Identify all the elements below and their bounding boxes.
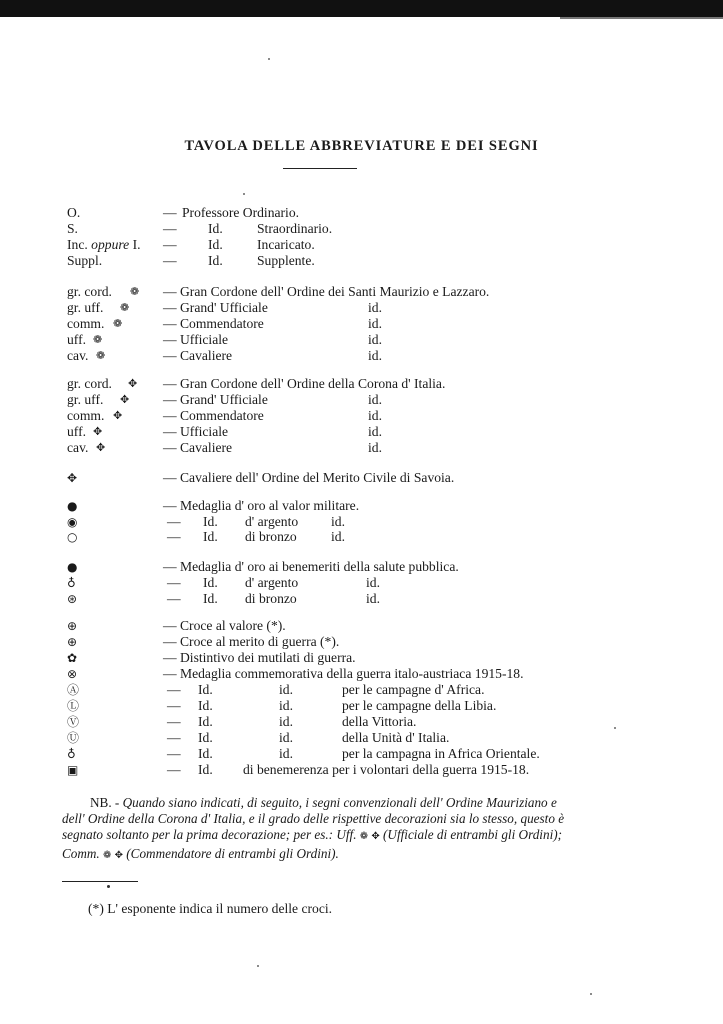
abbr-label: cav. — [67, 348, 89, 363]
abbr-label: gr. cord. — [67, 376, 112, 391]
abbr-label: cav. — [67, 440, 89, 455]
abbr-meaning: — Medaglia commemorativa della guerra italo-austriaca 1915-18. — [163, 666, 524, 681]
guerra-row — [0, 762, 723, 778]
corona-cross-icon: ✥ — [93, 425, 103, 438]
valor-militare-row — [0, 514, 723, 530]
ditto: id. — [368, 332, 382, 347]
mauriziano-row — [0, 348, 723, 364]
guerra-row — [0, 730, 723, 746]
abbr-meaning: — Commendatore — [163, 316, 264, 331]
mauriziano-cross-icon: ❁ — [130, 285, 140, 298]
abbr-meaning: di bronzo — [245, 529, 297, 544]
ditto: Id. — [198, 714, 213, 729]
croce-valore-icon: ⊕ — [67, 619, 78, 633]
corona-row — [0, 440, 723, 456]
dash: — — [167, 730, 181, 745]
mauriziano-cross-icon: ❁ — [120, 301, 130, 314]
africa-medal-icon: Ⓐ — [67, 683, 80, 697]
guerra-row — [0, 666, 723, 682]
mauriziano-row — [0, 316, 723, 332]
combined-orders-icon: ❁ ✥ — [359, 831, 380, 843]
mauriziano-row — [0, 284, 723, 300]
dash: — — [163, 221, 177, 236]
abbr-label: comm. — [67, 316, 105, 331]
unita-medal-icon: Ⓤ — [67, 731, 80, 745]
abbr-label: gr. cord. — [67, 284, 112, 299]
ditto: id. — [368, 348, 382, 363]
abbr-meaning: della Vittoria. — [342, 714, 417, 729]
abbr-meaning: Incaricato. — [257, 237, 315, 252]
scan-speck — [257, 965, 259, 967]
ditto: Id. — [203, 591, 218, 606]
scan-streak — [560, 17, 723, 19]
scan-speck — [243, 193, 245, 195]
guerra-row — [0, 714, 723, 730]
valor-militare-row — [0, 498, 723, 514]
corona-row — [0, 376, 723, 392]
mauriziano-row — [0, 332, 723, 348]
ditto: id. — [368, 408, 382, 423]
ditto: Id. — [203, 575, 218, 590]
abbr-meaning: — Medaglia d' oro ai benemeriti della salute pubblica. — [163, 559, 459, 574]
dash: — — [167, 762, 181, 777]
nb-lead: NB. - — [90, 795, 120, 810]
ditto: Id. — [198, 762, 213, 777]
guerra-row — [0, 618, 723, 634]
abbr-label: gr. uff. — [67, 392, 104, 407]
abbr-meaning: Straordinario. — [257, 221, 333, 236]
ditto: id. — [368, 392, 382, 407]
corona-cross-icon: ✥ — [128, 377, 138, 390]
ditto: id. — [279, 746, 293, 761]
scan-speck — [590, 993, 592, 995]
salute-pubblica-row — [0, 559, 723, 575]
abbr-meaning: — Croce al valore (*). — [163, 618, 286, 633]
abbr-meaning: Supplente. — [257, 253, 315, 268]
silver-medal-icon: ♁ — [67, 576, 76, 590]
valor-militare-row — [0, 529, 723, 545]
scan-speck — [107, 885, 110, 888]
ditto: Id. — [203, 529, 218, 544]
ditto: id. — [368, 440, 382, 455]
abbr-meaning: — Cavaliere dell' Ordine del Merito Civile di Savoia. — [163, 470, 455, 485]
bronze-medal-icon: ○ — [67, 530, 78, 544]
guerra-row — [0, 682, 723, 698]
abbr-meaning: di bronzo — [245, 591, 297, 606]
abbr-label: S. — [67, 221, 78, 236]
abbr-meaning: per la campagna in Africa Orientale. — [342, 746, 540, 761]
guerra-row — [0, 634, 723, 650]
ditto: Id. — [198, 746, 213, 761]
abbr-label: uff. — [67, 332, 87, 347]
abbr-meaning: d' argento — [245, 575, 299, 590]
merito-civile-row — [0, 470, 723, 486]
mauriziano-cross-icon: ❁ — [93, 333, 103, 346]
title-rule — [283, 168, 357, 169]
abbr-row-supplente — [0, 253, 723, 269]
dash: — — [163, 253, 177, 268]
abbr-meaning: — Gran Cordone dell' Ordine dei Santi Maurizio e Lazzaro. — [163, 284, 490, 299]
abbr-meaning: — Grand' Ufficiale — [163, 392, 268, 407]
ditto: id. — [279, 698, 293, 713]
dash: — — [167, 575, 181, 590]
ditto: id. — [366, 591, 380, 606]
nb-text: (Commendatore di entrambi gli Ordini). — [126, 845, 339, 861]
abbr-label: Inc. oppure I. — [67, 237, 141, 252]
ditto: id. — [331, 514, 345, 529]
abbr-row-incaricato — [0, 237, 723, 253]
bronze-medal-icon: ⊛ — [67, 592, 78, 606]
mauriziano-cross-icon: ❁ — [113, 317, 123, 330]
abbr-meaning: — Commendatore — [163, 408, 264, 423]
abbr-label: comm. — [67, 408, 105, 423]
abbr-meaning: per le campagne della Libia. — [342, 698, 497, 713]
salute-pubblica-row — [0, 591, 723, 607]
abbr-label: O. — [67, 205, 81, 220]
commemorativa-medal-icon: ⊗ — [67, 667, 78, 681]
ditto: Id. — [203, 514, 218, 529]
ditto: Id. — [198, 698, 213, 713]
salute-pubblica-row — [0, 575, 723, 591]
abbr-meaning: — Distintivo dei mutilati di guerra. — [163, 650, 356, 665]
abbr-meaning: — Cavaliere — [163, 440, 233, 455]
scan-speck — [268, 58, 270, 60]
vittoria-medal-icon: Ⓥ — [67, 715, 80, 729]
guerra-row — [0, 746, 723, 762]
abbr-row-straordinario — [0, 221, 723, 237]
abbr-meaning: — Cavaliere — [163, 348, 233, 363]
ditto: Id. — [208, 221, 223, 236]
abbr-meaning: Professore Ordinario. — [182, 205, 300, 220]
abbr-meaning: di benemerenza per i volontari della guerra 1915-18. — [243, 762, 530, 777]
abbr-meaning: — Grand' Ufficiale — [163, 300, 268, 315]
ditto: Id. — [208, 253, 223, 268]
ditto: Id. — [208, 237, 223, 252]
abbr-meaning: per le campagne d' Africa. — [342, 682, 485, 697]
nb-text: (Ufficiale di entrambi gli Ordini); Comm. — [62, 827, 563, 861]
corona-row — [0, 408, 723, 424]
silver-medal-icon: ◉ — [67, 515, 78, 529]
nb-text: Quando siano indicati, di seguito, i segni convenzionali dell' Ordine Mauriziano e dell' Ordine della Corona d' Italia, e il grado delle rispettive decorazioni sia lo stesso, questo è segnato soltanto per la prima decorazione; per es.: Uff. — [62, 795, 565, 843]
dash: — — [167, 591, 181, 606]
guerra-row — [0, 650, 723, 666]
abbr-label: gr. uff. — [67, 300, 104, 315]
abbr-meaning: — Ufficiale — [163, 332, 229, 347]
dash: — — [167, 698, 181, 713]
abbr-meaning: d' argento — [245, 514, 299, 529]
ditto: id. — [331, 529, 345, 544]
mutilati-badge-icon: ✿ — [67, 651, 78, 665]
scan-top-border — [0, 0, 723, 17]
combined-orders-icon: ❁ ✥ — [103, 849, 123, 861]
dash: — — [167, 682, 181, 697]
dash: — — [163, 237, 177, 252]
libia-medal-icon: Ⓛ — [67, 699, 80, 713]
corona-cross-icon: ✥ — [120, 393, 130, 406]
corona-cross-icon: ✥ — [113, 409, 123, 422]
abbr-meaning: della Unità d' Italia. — [342, 730, 450, 745]
merito-civile-cross-icon: ✥ — [67, 471, 78, 485]
abbr-meaning: — Gran Cordone dell' Ordine della Corona d' Italia. — [163, 376, 446, 391]
ditto: id. — [368, 300, 382, 315]
dash: — — [167, 714, 181, 729]
ditto: id. — [279, 730, 293, 745]
ditto: id. — [279, 682, 293, 697]
africa-orientale-medal-icon: ♁ — [67, 747, 76, 761]
abbr-meaning: — Ufficiale — [163, 424, 229, 439]
gold-medal-icon: ● — [67, 499, 78, 513]
mauriziano-row — [0, 300, 723, 316]
ditto: Id. — [198, 682, 213, 697]
croce-merito-icon: ⊕ — [67, 635, 78, 649]
ditto: Id. — [198, 730, 213, 745]
abbr-meaning: — Croce al merito di guerra (*). — [163, 634, 340, 649]
nb-paragraph — [62, 795, 572, 864]
gold-medal-icon: ● — [67, 560, 78, 574]
ditto: id. — [368, 424, 382, 439]
volontari-medal-icon: ▣ — [67, 763, 79, 777]
abbr-label: Suppl. — [67, 253, 103, 268]
abbr-meaning: — Medaglia d' oro al valor militare. — [163, 498, 360, 513]
footnote: (*) L' esponente indica il numero delle croci. — [88, 901, 333, 916]
dash: — — [163, 205, 177, 220]
guerra-row — [0, 698, 723, 714]
abbr-row-ordinario — [0, 205, 723, 221]
corona-row — [0, 392, 723, 408]
dash: — — [167, 514, 181, 529]
corona-row — [0, 424, 723, 440]
ditto: id. — [368, 316, 382, 331]
footnote-rule — [62, 881, 138, 882]
corona-cross-icon: ✥ — [96, 441, 106, 454]
dash: — — [167, 529, 181, 544]
ditto: id. — [366, 575, 380, 590]
mauriziano-cross-icon: ❁ — [96, 349, 106, 362]
page-title: TAVOLA DELLE ABBREVIATURE E DEI SEGNI — [184, 138, 539, 154]
ditto: id. — [279, 714, 293, 729]
abbr-label: uff. — [67, 424, 87, 439]
dash: — — [167, 746, 181, 761]
